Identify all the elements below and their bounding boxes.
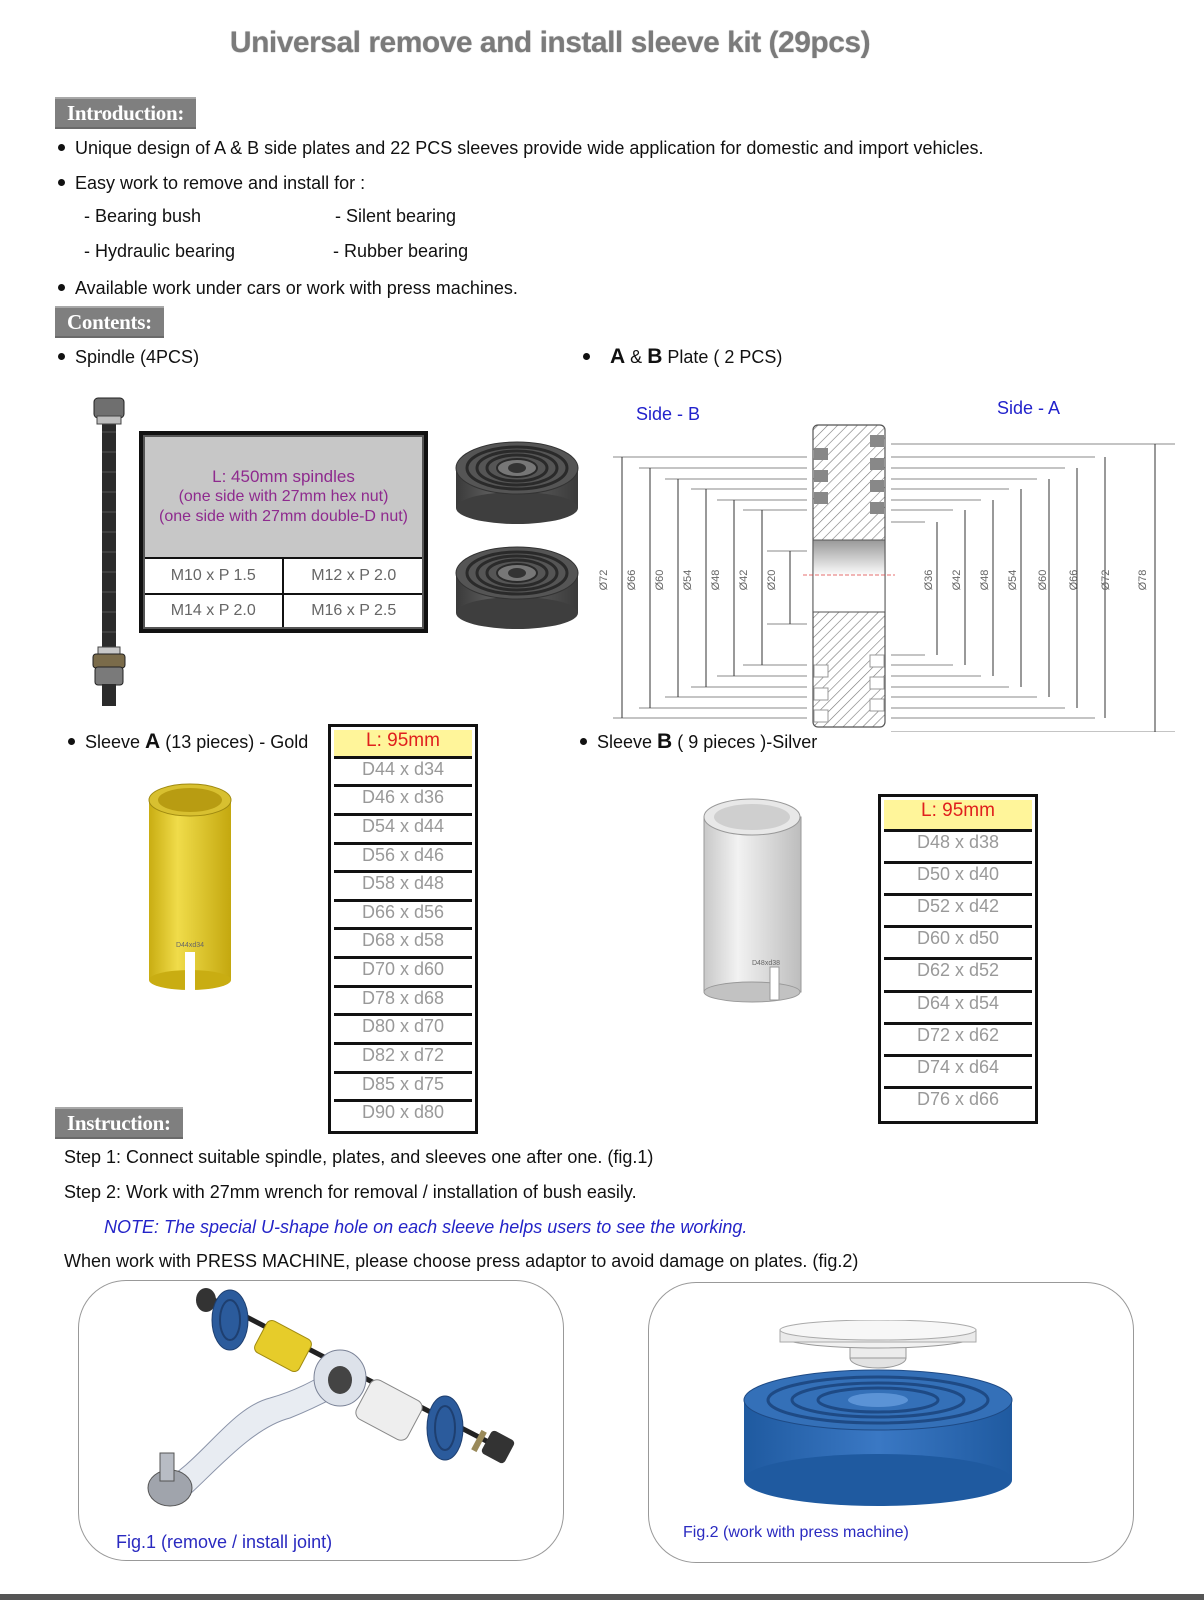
svg-text:Ø60: Ø60	[1037, 569, 1049, 591]
svg-text:Ø78: Ø78	[1137, 569, 1149, 591]
sleeve-a-size: D82 x d72	[334, 1045, 472, 1074]
svg-text:Ø54: Ø54	[682, 569, 694, 591]
sleeve-b-size: D72 x d62	[884, 1025, 1032, 1057]
svg-text:Ø42: Ø42	[951, 569, 963, 591]
instruction-step-2: Step 2: Work with 27mm wrench for removal / installation of bush easily.	[64, 1182, 637, 1202]
figure-1-image	[130, 1288, 530, 1518]
introduction-heading: Introduction:	[55, 97, 196, 129]
sleeve-a-size: D58 x d48	[334, 873, 472, 902]
spindle-size: M16 x P 2.5	[283, 594, 424, 629]
bottom-border	[0, 1594, 1204, 1600]
sleeve-b-size: D64 x d54	[884, 993, 1032, 1025]
svg-text:Ø72: Ø72	[1100, 569, 1112, 591]
plate-images	[452, 438, 582, 633]
bullet-icon	[58, 179, 65, 186]
plate-cross-section-diagram	[595, 420, 1175, 732]
sleeve-b-size: D62 x d52	[884, 960, 1032, 992]
svg-text:Ø48: Ø48	[710, 569, 722, 591]
sleeve-a-label: Sleeve A (13 pieces) - Gold	[68, 730, 308, 754]
instruction-heading: Instruction:	[55, 1107, 183, 1139]
bullet-icon	[68, 738, 75, 745]
application-item: - Silent bearing	[335, 206, 457, 226]
spindle-table-header: L: 450mm spindles (one side with 27mm hex nut) (one side with 27mm double-D nut)	[143, 435, 424, 558]
instruction-press: When work with PRESS MACHINE, please choose press adaptor to avoid damage on plates. (fig.2)	[64, 1251, 859, 1271]
sleeve-b-size: D48 x d38	[884, 832, 1032, 864]
sleeve-b-image	[700, 795, 805, 1005]
svg-text:Ø66: Ø66	[1068, 569, 1080, 591]
svg-text:Ø54: Ø54	[1007, 569, 1019, 591]
application-item: - Hydraulic bearing	[84, 241, 236, 261]
sleeve-a-size: D80 x d70	[334, 1016, 472, 1045]
sleeve-b-label: Sleeve B ( 9 pieces )-Silver	[580, 730, 817, 754]
sleeve-a-size: D78 x d68	[334, 988, 472, 1017]
bullet-icon	[583, 353, 590, 360]
spindle-label: Spindle (4PCS)	[58, 347, 199, 368]
svg-text:D48xd38: D48xd38	[751, 960, 781, 967]
bullet-icon	[58, 144, 65, 151]
side-a-label: Side - A	[997, 398, 1061, 418]
application-item: - Bearing bush	[84, 206, 202, 226]
contents-heading: Contents:	[55, 306, 164, 338]
spindle-size: M12 x P 2.0	[283, 558, 424, 593]
plate-label: A & B Plate ( 2 PCS)	[583, 345, 782, 369]
sleeve-a-size: D85 x d75	[334, 1074, 472, 1103]
sleeve-a-size: D70 x d60	[334, 959, 472, 988]
sleeve-b-size: D50 x d40	[884, 864, 1032, 896]
sleeve-b-size: D74 x d64	[884, 1057, 1032, 1089]
sleeve-a-length: L: 95mm	[334, 730, 472, 759]
intro-bullet-3: Available work under cars or work with press machines.	[58, 278, 518, 299]
sleeve-a-size: D44 x d34	[334, 759, 472, 788]
intro-bullet-2: Easy work to remove and install for :	[58, 173, 365, 194]
spindle-size: M10 x P 1.5	[143, 558, 283, 593]
instruction-note: NOTE: The special U-shape hole on each sleeve helps users to see the working.	[104, 1217, 748, 1237]
spindle-size: M14 x P 2.0	[143, 594, 283, 629]
side-b-label: Side - B	[636, 404, 701, 424]
sleeve-b-length: L: 95mm	[884, 800, 1032, 832]
sleeve-a-size: D68 x d58	[334, 930, 472, 959]
svg-text:Ø72: Ø72	[598, 569, 610, 591]
svg-text:Ø66: Ø66	[626, 569, 638, 591]
svg-text:Ø60: Ø60	[654, 569, 666, 591]
svg-text:Ø20: Ø20	[766, 569, 778, 591]
application-item: - Rubber bearing	[333, 241, 469, 261]
sleeve-b-table	[878, 794, 1038, 1124]
svg-text:Ø42: Ø42	[738, 569, 750, 591]
figure-2-caption: Fig.2 (work with press machine)	[683, 1524, 909, 1541]
sleeve-a-size: D66 x d56	[334, 902, 472, 931]
bullet-icon	[580, 738, 587, 745]
intro-bullet-1: Unique design of A & B side plates and 22 PCS sleeves provide wide application for domestic and import vehicles.	[58, 138, 984, 159]
page-title: Universal remove and install sleeve kit (29pcs)	[229, 26, 871, 59]
sleeve-a-size: D46 x d36	[334, 787, 472, 816]
sleeve-b-size: D60 x d50	[884, 928, 1032, 960]
svg-text:Ø36: Ø36	[923, 569, 935, 591]
sleeve-b-size: D76 x d66	[916, 1088, 1000, 1109]
svg-text:D44xd34: D44xd34	[175, 942, 205, 949]
sleeve-a-size: D54 x d44	[334, 816, 472, 845]
spindle-image	[84, 392, 134, 710]
sleeve-b-size: D52 x d42	[884, 896, 1032, 928]
figure-2-image	[740, 1320, 1030, 1510]
svg-text:Ø48: Ø48	[979, 569, 991, 591]
bullet-icon	[58, 284, 65, 291]
sleeve-a-size: D90 x d80	[361, 1102, 445, 1123]
bullet-icon	[58, 353, 65, 360]
instruction-step-1: Step 1: Connect suitable spindle, plates, and sleeves one after one. (fig.1)	[64, 1147, 654, 1167]
spindle-table	[139, 431, 428, 633]
sleeve-a-table	[328, 724, 478, 1134]
sleeve-a-size: D56 x d46	[334, 845, 472, 874]
figure-1-caption: Fig.1 (remove / install joint)	[116, 1532, 333, 1552]
sleeve-a-image	[145, 780, 235, 990]
